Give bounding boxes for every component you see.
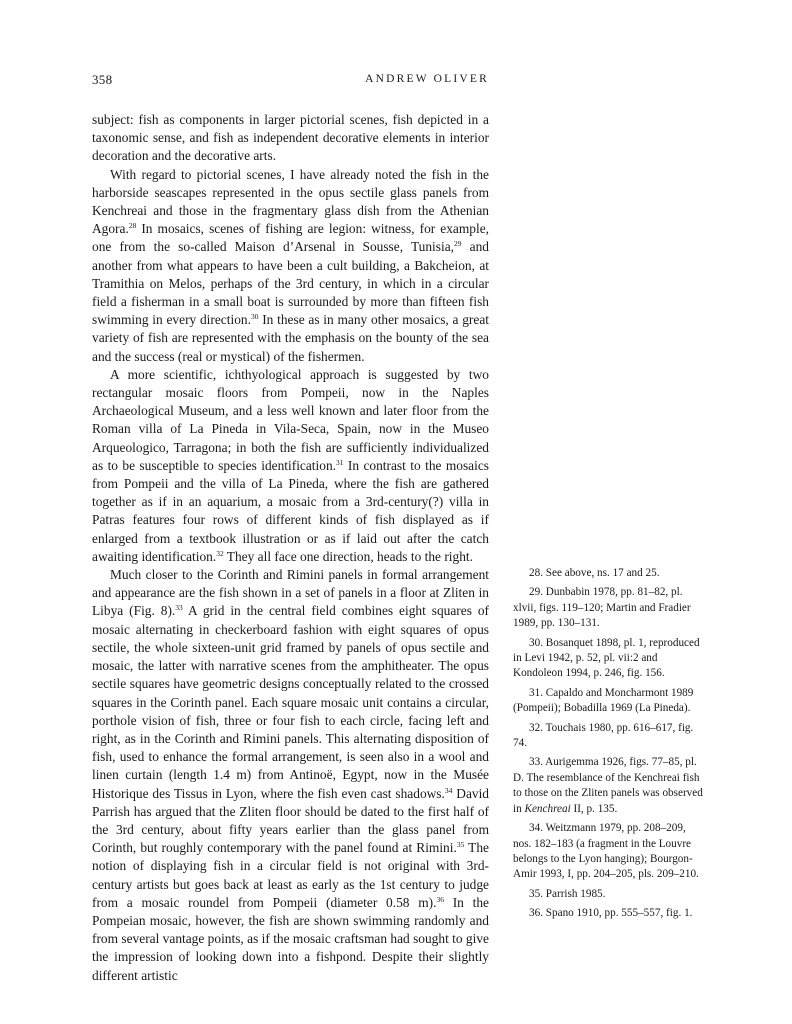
footnote-35 (513, 887, 705, 902)
footnote-text: 34. Weitzmann 1979, pp. 208–209, nos. 182–183 (a fragment in the Louvre belongs to the Lyon hanging); Bourgon-Amir 1993, I, pp. 204–205, pls. 209–210. (513, 822, 699, 881)
footnote-34 (513, 821, 705, 883)
footnote-ref-29[interactable]: 29 (454, 239, 462, 249)
footnote-30 (513, 636, 705, 682)
footnote-text: 35. Parrish 1985. (529, 887, 606, 900)
footnote-ref-31[interactable]: 31 (336, 457, 344, 467)
footnote-italic-title: Kenchreai (524, 802, 571, 815)
footnote-33 (513, 755, 705, 817)
text-run: The notion of displaying fish in a circular field is not original with 3rd-century artists but goes back at least as early as the 1st century to judge from a mosaic roundel from Pompeii (diameter 0.58 m). (92, 840, 489, 910)
footnote-31 (513, 686, 705, 717)
text-run: In these as in many other mosaics, a great variety of fish are represented with the emphasis on the bounty of the sea and the success (real or mystical) of the fishermen. (92, 312, 489, 364)
footnote-text: 28. See above, ns. 17 and 25. (529, 567, 660, 579)
paragraph-4 (92, 566, 489, 985)
footnote-text: 32. Touchais 1980, pp. 616–617, fig. 74. (513, 721, 694, 750)
paragraph-2 (92, 166, 489, 366)
text-run: In the Pompeian mosaic, however, the fish are shown swimming randomly and from several vantage points, as if the mosaic craftsman had sought to give the impression of looking down into a fishpond. Despite their slightly different artistic (92, 894, 489, 983)
footnote-text: 31. Capaldo and Moncharmont 1989 (Pompeii); Bobadilla 1969 (La Pineda). (513, 686, 694, 715)
footnote-29 (513, 585, 705, 631)
text-run: A grid in the central field combines eight squares of mosaic alternating in checkerboard fashion with eight squares of opus sectile, the whole sixteen-unit grid framed by panels of opus sectile and mosaic, the latter with narrative scenes from the amphitheater. The opus sectile squares have geometric designs conceptually related to the crossed squares in the Corinth panel. Each square mosaic unit contains a circular, porthole vision of fish, three or four fish to each circle, facing left and right, as in the Corinth and Rimini panels. This alternating disposition of fish, used to enhance the formal arrangement, is seen also in a wool and linen curtain (length 1.4 m) from Antinoë, Egypt, now in the Musée Historique des Tissus in Lyon, where the fish even cast shadows. (92, 603, 489, 801)
footnote-text: 33. Aurigemma 1926, figs. 77–85, pl. D. The resemblance of the Kenchreai fish to those on the Zliten panels was observed in (513, 756, 703, 815)
footnote-text: 29. Dunbabin 1978, pp. 81–82, pl. xlvii, figs. 119–120; Martin and Fradier 1989, pp. 130–131. (513, 586, 691, 630)
footnote-ref-34[interactable]: 34 (444, 785, 453, 795)
footnote-text: 30. Bosanquet 1898, pl. 1, reproduced in Levi 1942, p. 52, pl. vii:2 and Kondoleon 1994, p. 246, fig. 156. (513, 636, 700, 680)
running-head: ANDREW OLIVER (365, 73, 489, 85)
footnote-ref-33[interactable]: 33 (175, 603, 183, 613)
footnotes-column (513, 566, 705, 926)
footnote-ref-30[interactable]: 30 (250, 312, 259, 322)
footnote-36 (513, 906, 705, 921)
text-run: In contrast to the mosaics from Pompeii and the villa of La Pineda, where the fish are gathered together as if in an aquarium, a mosaic from a 3rd-century(?) villa in Patras features four rows of different kinds of fish displayed as if enlarged from a textbook illustration or as if laid out after the catch awaiting identification. (92, 457, 490, 564)
footnote-text: 36. Spano 1910, pp. 555–557, fig. 1. (529, 907, 693, 920)
page-number: 358 (92, 72, 113, 87)
paragraph-3 (92, 366, 489, 566)
footnote-28 (513, 566, 705, 581)
text-run: A more scientific, ichthyological approach is suggested by two rectangular mosaic floors from Pompeii, now in the Naples Archaeological Museum, and a less well known and later floor from the Roman villa of La Pineda in Vila-Seca, Spain, now in the Museo Arqueologico, Tarragona; in both the fish are sufficiently individualized as to be susceptible to species identification. (92, 366, 489, 473)
text-run: David Parrish has argued that the Zliten floor should be dated to the first half of the 3rd century, about fifty years earlier than the glass panel from Corinth, but roughly contemporary with the panel found at Rimini. (92, 785, 489, 856)
text-run: In mosaics, scenes of fishing are legion: witness, for example, one from the so-called Maison d’Arsenal in Sousse, Tunisia, (92, 221, 489, 255)
main-text-column (92, 111, 489, 985)
text-run: and another from what appears to have been a cult building, a Bakcheion, at Tramithia on Melos, perhaps of the 3rd century, in which in a circular field a fisherman in a small boat is surrounded by more than fifteen fish swimming in every direction. (92, 239, 490, 328)
footnote-ref-28[interactable]: 28 (128, 221, 137, 231)
paragraph-1: subject: fish as components in larger pictorial scenes, fish depicted in a taxonomic sense, and fish as independent decorative elements in interior decoration and the decorative arts. (92, 112, 489, 164)
footnote-ref-36[interactable]: 36 (436, 894, 444, 904)
footnote-ref-32[interactable]: 32 (216, 548, 224, 558)
text-run: Much closer to the Corinth and Rimini panels in formal arrangement and appearance are the fish shown in a set of panels in a floor at Zliten in Libya (Fig. 8). (92, 567, 489, 619)
text-run: With regard to pictorial scenes, I have already noted the fish in the harborside seascapes represented in the opus sectile glass panels from Kenchreai and those in the fragmentary glass dish from the Athenian Agora. (92, 166, 489, 237)
text-run: They all face one direction, heads to the right. (223, 548, 473, 564)
footnote-ref-35[interactable]: 35 (456, 840, 465, 850)
footnote-text: II, p. 135. (570, 802, 618, 815)
footnote-32 (513, 721, 705, 752)
